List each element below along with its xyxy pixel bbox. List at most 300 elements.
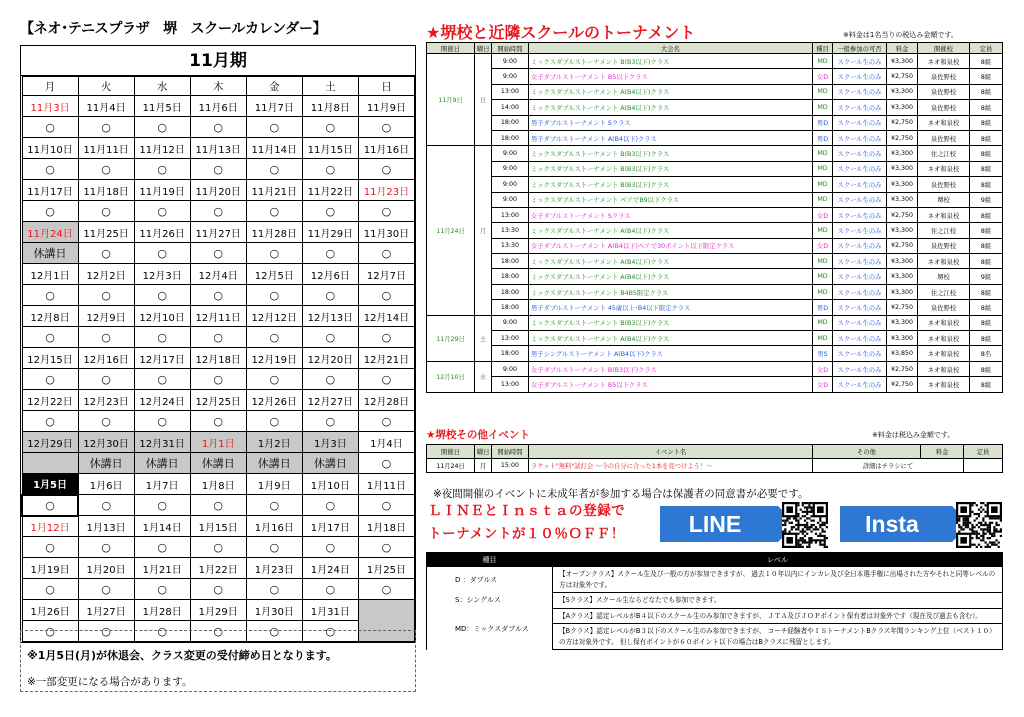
events-header-cell: 曜日: [475, 445, 492, 459]
tournament-weekday: 月: [475, 146, 492, 315]
calendar-mark-row: [22, 201, 415, 222]
calendar-mark-cell: ○: [78, 285, 134, 306]
participation: スクール生のみ: [833, 300, 887, 315]
calendar-mark-cell: ○: [302, 159, 358, 180]
calendar-date-cell[interactable]: 1月16日: [246, 516, 302, 537]
tournament-name: ミックスダブルストーナメント ペアでB9以下クラス: [529, 192, 813, 207]
calendar-date-cell[interactable]: 12月27日: [302, 390, 358, 411]
weekday-label: 月: [22, 77, 78, 96]
event-row[interactable]: [427, 459, 1003, 473]
venue: 泉佐野校: [918, 130, 970, 145]
weekday-label: 金: [246, 77, 302, 96]
calendar-mark-cell: ○: [246, 285, 302, 306]
calendar-mark-cell: ○: [302, 537, 358, 558]
calendar-mark-cell: ○: [78, 201, 134, 222]
start-time: 13:00: [492, 207, 529, 222]
capacity: 9組: [970, 269, 1003, 284]
tournament-name: 男子ダブルストーナメント 45歳以上･B4以下限定クラス: [529, 300, 813, 315]
events-header-cell: 料金: [921, 445, 964, 459]
start-time: 13:00: [492, 377, 529, 392]
calendar-date-cell[interactable]: 12月2日: [78, 264, 134, 285]
weekday-label: 土: [302, 77, 358, 96]
venue: 泉佐野校: [918, 177, 970, 192]
tournament-weekday: 水: [475, 361, 492, 392]
participation: スクール生のみ: [833, 192, 887, 207]
calendar-date-cell[interactable]: 12月23日: [78, 390, 134, 411]
fee: ¥3,300: [887, 331, 918, 346]
capacity: 8組: [970, 238, 1003, 253]
tournament-row[interactable]: [427, 192, 1003, 207]
participation: スクール生のみ: [833, 161, 887, 176]
event-kind: MD: [813, 192, 833, 207]
start-time: 18:00: [492, 115, 529, 130]
tournament-name: ミックスダブルストーナメント A(B4以下)クラス: [529, 331, 813, 346]
venue: 泉佐野校: [918, 100, 970, 115]
calendar-date-cell[interactable]: 12月3日: [134, 264, 190, 285]
calendar-mark-cell: ○: [22, 411, 78, 432]
calendar-mark-cell: ○: [22, 621, 78, 642]
calendar-date-cell[interactable]: 11月7日: [246, 96, 302, 117]
tournament-row[interactable]: [427, 254, 1003, 269]
calendar-date-cell[interactable]: 11月3日: [22, 96, 78, 117]
calendar-date-cell[interactable]: 12月25日: [190, 390, 246, 411]
calendar-date-cell[interactable]: 12月30日: [78, 432, 134, 453]
tournament-name: 女子ダブルストーナメント Sクラス: [529, 207, 813, 222]
venue: 泉佐野校: [918, 69, 970, 84]
calendar-date-cell[interactable]: 11月10日: [22, 138, 78, 159]
calendar-date-cell[interactable]: 1月22日: [190, 558, 246, 579]
level-header-cell: 種目: [427, 553, 553, 567]
fee: ¥2,750: [887, 361, 918, 376]
calendar-mark-cell: ○: [22, 285, 78, 306]
calendar-date-cell[interactable]: 11月22日: [302, 180, 358, 201]
calendar-date-cell[interactable]: 12月14日: [358, 306, 414, 327]
calendar-date-cell[interactable]: 11月29日: [302, 222, 358, 243]
calendar-date-row: [22, 222, 415, 243]
tournament-row[interactable]: [427, 207, 1003, 222]
participation: スクール生のみ: [833, 100, 887, 115]
calendar-date-cell[interactable]: 12月29日: [22, 432, 78, 453]
tournament-row[interactable]: [427, 223, 1003, 238]
tournament-name: ミックスダブルストーナメント B(B3以下)クラス: [529, 54, 813, 69]
events-header-cell: 定員: [964, 445, 1003, 459]
notice-box: [20, 630, 416, 692]
calendar-mark-cell: ○: [190, 117, 246, 138]
start-time: 9:00: [492, 361, 529, 376]
fee: ¥2,750: [887, 130, 918, 145]
calendar-mark-cell: [22, 453, 78, 474]
calendar-mark-cell: ○: [246, 201, 302, 222]
calendar-date-cell[interactable]: 1月7日: [134, 474, 190, 495]
calendar-mark-row: [22, 411, 415, 432]
participation: スクール生のみ: [833, 146, 887, 161]
venue: ネオ和泉校: [918, 161, 970, 176]
calendar-date-row: [22, 306, 415, 327]
participation: スクール生のみ: [833, 54, 887, 69]
level-table: [426, 552, 1003, 650]
calendar-date-cell[interactable]: 1月25日: [358, 558, 414, 579]
tournament-row[interactable]: [427, 130, 1003, 145]
calendar-date-cell[interactable]: 11月17日: [22, 180, 78, 201]
tournament-date: 11月29日: [427, 315, 475, 361]
event-capacity: [964, 459, 1003, 473]
calendar-date-cell[interactable]: 12月31日: [134, 432, 190, 453]
calendar-date-cell[interactable]: 11月21日: [246, 180, 302, 201]
tournament-header-cell: 曜日: [475, 43, 492, 54]
calendar-mark-cell: 休講日: [302, 453, 358, 474]
calendar-mark-row: [22, 285, 415, 306]
fee: ¥3,300: [887, 315, 918, 330]
tournament-row[interactable]: [427, 146, 1003, 161]
participation: スクール生のみ: [833, 331, 887, 346]
start-time: 9:00: [492, 315, 529, 330]
calendar-date-cell[interactable]: 11月9日: [358, 96, 414, 117]
event-kind: 男D: [813, 300, 833, 315]
calendar-date-cell[interactable]: 1月29日: [190, 600, 246, 621]
tournament-weekday: 日: [475, 54, 492, 146]
participation: スクール生のみ: [833, 69, 887, 84]
page-title: 【ネオ･テニスプラザ 堺 スクールカレンダー】: [20, 21, 327, 37]
venue: ネオ和泉校: [918, 54, 970, 69]
calendar-mark-cell: 休講日: [190, 453, 246, 474]
calendar-date-cell[interactable]: 1月15日: [190, 516, 246, 537]
calendar-date-cell[interactable]: 11月23日: [358, 180, 414, 201]
calendar-date-cell[interactable]: 12月5日: [246, 264, 302, 285]
calendar-date-cell[interactable]: 11月12日: [134, 138, 190, 159]
tournament-row[interactable]: [427, 115, 1003, 130]
promo-text: [428, 500, 625, 546]
level-description: 【Sクラス】スクール生ならどなたでも参加できます。: [553, 593, 1003, 609]
venue: 住之江校: [918, 146, 970, 161]
fee: ¥3,300: [887, 177, 918, 192]
calendar-date-cell[interactable]: 1月19日: [22, 558, 78, 579]
calendar-date-row: [22, 348, 415, 369]
capacity: 8組: [970, 254, 1003, 269]
fee: ¥2,750: [887, 69, 918, 84]
line-qr-code-icon[interactable]: [782, 502, 828, 548]
calendar-date-cell[interactable]: 12月11日: [190, 306, 246, 327]
tournament-weekday: 土: [475, 315, 492, 361]
participation: スクール生のみ: [833, 254, 887, 269]
calendar-date-cell[interactable]: 12月19日: [246, 348, 302, 369]
tournament-row[interactable]: [427, 84, 1003, 99]
calendar-date-cell[interactable]: 12月1日: [22, 264, 78, 285]
tournament-row[interactable]: [427, 300, 1003, 315]
calendar-mark-cell: ○: [302, 327, 358, 348]
tournament-row[interactable]: [427, 69, 1003, 84]
event-kind: 女D: [813, 69, 833, 84]
participation: スクール生のみ: [833, 284, 887, 299]
calendar-mark-cell: ○: [22, 369, 78, 390]
calendar-mark-cell: ○: [302, 285, 358, 306]
calendar-date-cell[interactable]: 12月20日: [302, 348, 358, 369]
tournament-header-cell: 開催校: [918, 43, 970, 54]
tournament-row[interactable]: [427, 315, 1003, 330]
tournament-name: ミックスダブルストーナメント A(B4以下)クラス: [529, 100, 813, 115]
tournament-row[interactable]: [427, 161, 1003, 176]
event-kind: MD: [813, 315, 833, 330]
tournament-header-cell: 開催日: [427, 43, 475, 54]
capacity: 8組: [970, 146, 1003, 161]
insta-button[interactable]: Insta: [840, 506, 952, 542]
calendar-mark-cell: ○: [246, 369, 302, 390]
venue: 泉佐野校: [918, 84, 970, 99]
calendar-mark-cell: ○: [190, 201, 246, 222]
venue: ネオ和泉校: [918, 377, 970, 392]
calendar-mark-row: [22, 495, 415, 516]
tournament-row[interactable]: [427, 238, 1003, 253]
tournament-name: 女子ダブルストーナメント B(B3以下)クラス: [529, 361, 813, 376]
tournament-row[interactable]: [427, 361, 1003, 376]
capacity: 8組: [970, 130, 1003, 145]
calendar-mark-cell: ○: [190, 243, 246, 264]
calendar-date-cell[interactable]: 11月8日: [302, 96, 358, 117]
tournament-date: 12月10日: [427, 361, 475, 392]
calendar-mark-cell: ○: [358, 369, 414, 390]
calendar-mark-cell: ○: [358, 243, 414, 264]
calendar-mark-cell: ○: [190, 285, 246, 306]
tournament-row[interactable]: [427, 54, 1003, 69]
calendar-date-cell[interactable]: 1月31日: [302, 600, 358, 621]
event-kind: MD: [813, 254, 833, 269]
tournament-row[interactable]: [427, 331, 1003, 346]
calendar-date-cell[interactable]: 1月8日: [190, 474, 246, 495]
calendar-date-cell[interactable]: 11月14日: [246, 138, 302, 159]
venue: ネオ和泉校: [918, 361, 970, 376]
calendar-mark-cell: ○: [246, 117, 302, 138]
venue: ネオ和泉校: [918, 115, 970, 130]
events-table: [426, 444, 1003, 473]
calendar-date-cell[interactable]: 1月11日: [358, 474, 414, 495]
calendar-month-label: 11月期: [21, 46, 415, 76]
calendar-date-cell[interactable]: 12月24日: [134, 390, 190, 411]
calendar-date-cell[interactable]: 1月4日: [358, 432, 414, 453]
fee: ¥3,300: [887, 223, 918, 238]
calendar-date-cell[interactable]: 11月16日: [358, 138, 414, 159]
fee: ¥3,850: [887, 346, 918, 361]
tournament-header-row: [427, 43, 1003, 54]
calendar-mark-row: [22, 579, 415, 600]
calendar-date-cell[interactable]: 12月18日: [190, 348, 246, 369]
event-kind: 女D: [813, 207, 833, 222]
tournament-name: ミックスダブルストーナメント B(B3以下)クラス: [529, 161, 813, 176]
event-kind: MD: [813, 284, 833, 299]
calendar-mark-cell: ○: [22, 159, 78, 180]
calendar-date-cell[interactable]: 11月13日: [190, 138, 246, 159]
calendar-date-cell[interactable]: 11月4日: [78, 96, 134, 117]
capacity: 8組: [970, 300, 1003, 315]
calendar-date-cell[interactable]: 11月15日: [302, 138, 358, 159]
event-kind: MD: [813, 54, 833, 69]
calendar-date-cell[interactable]: 1月18日: [358, 516, 414, 537]
start-time: 18:00: [492, 284, 529, 299]
calendar-date-cell[interactable]: 12月26日: [246, 390, 302, 411]
tournament-row[interactable]: [427, 346, 1003, 361]
calendar-mark-cell: ○: [246, 159, 302, 180]
calendar-date-cell[interactable]: 11月11日: [78, 138, 134, 159]
insta-qr-code-icon[interactable]: [956, 502, 1002, 548]
event-kind: MD: [813, 331, 833, 346]
start-time: 9:00: [492, 161, 529, 176]
event-kind: 男S: [813, 346, 833, 361]
line-button[interactable]: LINE: [660, 506, 778, 542]
start-time: 13:00: [492, 84, 529, 99]
tournament-fee-note: ※料金は1名当りの税込み金額です。: [843, 31, 958, 39]
event-kind: 女D: [813, 377, 833, 392]
calendar-date-cell[interactable]: 1月27日: [78, 600, 134, 621]
calendar-date-cell[interactable]: 1月3日: [302, 432, 358, 453]
calendar-mark-cell: ○: [246, 537, 302, 558]
calendar-date-cell[interactable]: 11月5日: [134, 96, 190, 117]
calendar-date-cell[interactable]: 11月30日: [358, 222, 414, 243]
weekday-label: 水: [134, 77, 190, 96]
calendar-mark-cell: ○: [190, 411, 246, 432]
calendar-date-cell[interactable]: 1月5日: [22, 474, 78, 495]
tournament-name: 男子シングルストーナメント A(B4以下)クラス: [529, 346, 813, 361]
calendar-grid: [21, 76, 415, 642]
fee: ¥3,300: [887, 192, 918, 207]
participation: スクール生のみ: [833, 207, 887, 222]
venue: ネオ和泉校: [918, 207, 970, 222]
event-kind: MD: [813, 161, 833, 176]
participation: スクール生のみ: [833, 84, 887, 99]
start-time: 18:00: [492, 346, 529, 361]
tournament-name: ミックスダブルストーナメント A(B4以下)クラス: [529, 269, 813, 284]
calendar-mark-cell: 休講日: [78, 453, 134, 474]
calendar-date-cell[interactable]: 1月30日: [246, 600, 302, 621]
calendar-date-cell[interactable]: 12月22日: [22, 390, 78, 411]
calendar-date-cell[interactable]: 1月2日: [246, 432, 302, 453]
capacity: 8組: [970, 315, 1003, 330]
fee: ¥3,300: [887, 254, 918, 269]
tournament-header-cell: 定員: [970, 43, 1003, 54]
calendar-mark-cell: ○: [190, 495, 246, 516]
capacity: 8組: [970, 377, 1003, 392]
calendar-date-cell[interactable]: 12月10日: [134, 306, 190, 327]
calendar-date-cell[interactable]: 12月28日: [358, 390, 414, 411]
calendar-date-cell[interactable]: 1月28日: [134, 600, 190, 621]
calendar-mark-cell: ○: [78, 243, 134, 264]
calendar-date-cell[interactable]: 1月6日: [78, 474, 134, 495]
calendar-date-cell[interactable]: 12月8日: [22, 306, 78, 327]
calendar-date-cell[interactable]: 1月12日: [22, 516, 78, 537]
calendar-date-cell[interactable]: 12月21日: [358, 348, 414, 369]
calendar-date-cell[interactable]: 1月21日: [134, 558, 190, 579]
calendar-date-cell[interactable]: 1月13日: [78, 516, 134, 537]
calendar-date-cell[interactable]: 12月13日: [302, 306, 358, 327]
tournament-row[interactable]: [427, 377, 1003, 392]
calendar-date-cell[interactable]: 1月9日: [246, 474, 302, 495]
calendar-date-cell[interactable]: 1月26日: [22, 600, 78, 621]
calendar-date-cell[interactable]: 12月12日: [246, 306, 302, 327]
calendar-date-row: [22, 138, 415, 159]
tournament-name: ミックスダブルストーナメント A(B4以下)クラス: [529, 223, 813, 238]
tournament-date: 11月24日: [427, 146, 475, 315]
calendar-mark-cell: ○: [134, 369, 190, 390]
event-kind: 男D: [813, 115, 833, 130]
calendar-mark-cell: ○: [190, 537, 246, 558]
event-weekday: 月: [475, 459, 492, 473]
calendar-mark-cell: ○: [134, 117, 190, 138]
calendar-date-cell[interactable]: 11月24日: [22, 222, 78, 243]
calendar-mark-cell: ○: [78, 411, 134, 432]
calendar-date-cell[interactable]: 1月23日: [246, 558, 302, 579]
calendar-date-cell[interactable]: 11月18日: [78, 180, 134, 201]
calendar-date-cell[interactable]: 1月10日: [302, 474, 358, 495]
calendar-date-cell[interactable]: 11月27日: [190, 222, 246, 243]
calendar-date-cell[interactable]: 11月20日: [190, 180, 246, 201]
calendar-date-cell[interactable]: 11月28日: [246, 222, 302, 243]
calendar-date-cell[interactable]: 1月17日: [302, 516, 358, 537]
calendar-date-cell[interactable]: 11月6日: [190, 96, 246, 117]
event-kind: MD: [813, 223, 833, 238]
calendar-mark-cell: ○: [22, 579, 78, 600]
level-header-row: [427, 553, 1003, 567]
tournament-header-cell: 料金: [887, 43, 918, 54]
calendar-mark-cell: ○: [358, 201, 414, 222]
calendar-date-cell[interactable]: 11月26日: [134, 222, 190, 243]
calendar-mark-cell: ○: [134, 327, 190, 348]
tournament-name: ミックスダブルストーナメント B(B3以下)クラス: [529, 315, 813, 330]
calendar-date-cell[interactable]: 12月15日: [22, 348, 78, 369]
calendar-date-cell[interactable]: 12月4日: [190, 264, 246, 285]
calendar-mark-cell: ○: [302, 621, 358, 642]
level-description: 【Aクラス】認定レベルがB４以下のスクール生のみ参加できますが、 ＪＴＡ及びＪＯＰポイント保有者は対象外です（現在及び過去も含む）。: [553, 608, 1003, 624]
calendar-date-cell[interactable]: 12月9日: [78, 306, 134, 327]
start-time: 13:30: [492, 238, 529, 253]
level-description: 【オープンクラス】スクール生及び一般の方が参加できますが、 過去１０年以内にインカレ及び全日本選手権に出場された方やそれと同等レベルの方は対象外です。: [553, 567, 1003, 593]
calendar-date-cell[interactable]: 12月17日: [134, 348, 190, 369]
tournament-date: 11月9日: [427, 54, 475, 146]
start-time: 14:00: [492, 100, 529, 115]
calendar-mark-cell: ○: [78, 537, 134, 558]
venue: 泉佐野校: [918, 238, 970, 253]
capacity: 8組: [970, 223, 1003, 238]
calendar-date-cell[interactable]: 1月24日: [302, 558, 358, 579]
tournament-header-cell: 大会名: [529, 43, 813, 54]
promo-line-2: トーナメントが１０％ＯＦＦ！: [428, 526, 625, 542]
capacity: 8組: [970, 284, 1003, 299]
calendar-date-cell[interactable]: 11月25日: [78, 222, 134, 243]
calendar-date-cell[interactable]: 12月16日: [78, 348, 134, 369]
tournament-name: 女子ダブルストーナメント B5以下クラス: [529, 69, 813, 84]
tournament-row[interactable]: [427, 284, 1003, 299]
calendar-date-cell[interactable]: 12月6日: [302, 264, 358, 285]
participation: スクール生のみ: [833, 223, 887, 238]
tournament-row[interactable]: [427, 100, 1003, 115]
capacity: 8組: [970, 115, 1003, 130]
tournament-row[interactable]: [427, 177, 1003, 192]
weekday-label: 日: [358, 77, 414, 96]
tournament-row[interactable]: [427, 269, 1003, 284]
calendar-mark-row: [22, 537, 415, 558]
events-header-cell: 開始時間: [492, 445, 529, 459]
calendar-date-cell[interactable]: 11月19日: [134, 180, 190, 201]
calendar-date-cell[interactable]: 12月7日: [358, 264, 414, 285]
calendar-date-row: [22, 96, 415, 117]
venue: 住之江校: [918, 223, 970, 238]
calendar-mark-cell: ○: [358, 579, 414, 600]
calendar-date-cell[interactable]: 1月14日: [134, 516, 190, 537]
calendar-mark-row: [22, 327, 415, 348]
tournament-table: [426, 42, 1003, 393]
venue: 堺校: [918, 269, 970, 284]
calendar-date-cell[interactable]: 1月20日: [78, 558, 134, 579]
calendar-date-cell[interactable]: 1月1日: [190, 432, 246, 453]
level-header-cell: レベル: [553, 553, 1003, 567]
calendar-mark-row: [22, 369, 415, 390]
promo-line-1: ＬＩＮＥとＩｎｓｔａの登録で: [428, 503, 626, 519]
